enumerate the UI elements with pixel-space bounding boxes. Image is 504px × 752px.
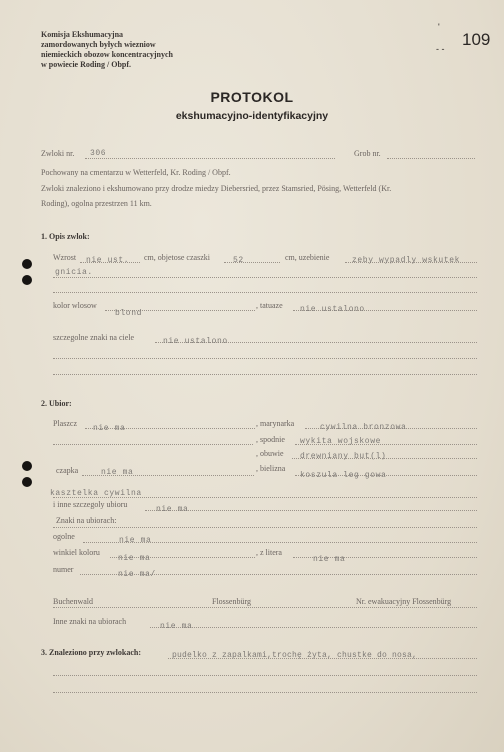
spodnie-label: , spodnie [256,435,285,444]
marynarka-label: , marynarka [256,419,295,428]
blank-line-2 [53,358,477,359]
section-3-heading: 3. Znaleziono przy zwlokach: [41,648,141,657]
document-subtitle: ekshumacyjno-identyfikacyjny [175,110,329,122]
inne-line [145,510,477,511]
commission-line-4: w powiecie Roding / Obpf. [41,60,132,69]
flossenburg-label: Flossenbürg [212,597,251,606]
zwloki-label: Zwloki nr. [41,149,75,158]
corner-tick-2: - - [436,44,445,54]
blank-line-3 [53,374,477,375]
numer-label: numer [53,565,74,574]
section-2-heading: 2. Ubior: [41,399,72,408]
punch-hole-4 [22,477,32,487]
czapka-value: nie ma [101,468,134,477]
found-location-text-2: Roding), ogolna przestrzen 11 km. [41,199,152,208]
tatuaze-value: nie ustalono [300,305,365,314]
inne-znaki-line [150,627,477,628]
winkiel-label: winkiel koloru [53,548,100,557]
ogolne-value: nie ma [119,536,152,545]
inne-label: i inne szczegoly ubioru [53,500,128,509]
z-litera-label: , z litera [256,548,282,557]
punch-hole-2 [22,275,32,285]
ogolne-label: ogolne [53,532,75,541]
zwloki-value: 306 [90,149,107,158]
punch-hole-3 [22,461,32,471]
commission-line-1: Komisja Ekshumacyjna [41,30,124,39]
bielizna-value: koszula leg gowa [300,471,387,480]
czaszka-value: 52 [233,256,244,265]
section-1-heading: 1. Opis zwlok: [41,232,90,241]
winkiel-value: nie ma [118,554,151,563]
plaszcz-value: nie ma [93,424,126,433]
wzrost-label: Wzrost [53,253,77,262]
obuwie-label: , obuwie [256,449,284,458]
kolor-label: kolor wlosow [53,301,97,310]
inne-znaki-label: Inne znaki na ubiorach [53,617,127,626]
uzebienie-value-2: gnicia. [55,268,93,277]
grob-line [387,158,475,159]
punch-hole-1 [22,259,32,269]
tatuaze-label: , tatuaze [256,301,283,310]
zwloki-line [85,158,335,159]
commission-line-2: zamordowanych byłych wiezniow [41,40,156,49]
spodnie-left-line [53,444,253,445]
obuwie-value: drewniany but(l) [300,452,387,461]
inne-znaki-value: nie ma [160,622,193,631]
commission-line-3: niemieckich obozow koncentracyjnych [41,50,173,59]
uzebienie-label: cm, uzebienie [285,253,330,262]
blank-line-6 [53,692,477,693]
found-items-value: pudelko z zapalkami,trochę żyta, chustke do nosa, [172,651,418,660]
found-location-text: Zwloki znaleziono i ekshumowano przy drodze miedzy Diebersried, przez Stamsried, Pösing, Wetterfeld (Kr. [41,184,392,193]
plaszcz-label: Plaszcz [53,419,77,428]
blank-line-4 [53,527,477,528]
blank-line-1 [53,292,477,293]
blank-line-5 [53,675,477,676]
numer-value: nie ma/ [118,570,156,579]
commission-name [41,30,173,70]
wzrost-value: nie ust. [86,256,130,265]
spodnie-value: wykita wojskowe [300,437,382,446]
marynarka-value: cywilna bronzowa [320,423,407,432]
z-litera-value: nie ma [313,555,346,564]
czaszka-label: cm, objetose czaszki [144,253,210,262]
page-number: 109 [462,30,491,49]
znaki-value: nie ustalono [163,337,228,346]
corner-tick-1: ' [438,22,440,32]
burial-place-text: Pochowany na cmentarzu w Wetterfeld, Kr. Roding / Obpf. [41,168,231,177]
uzebienie-line-2 [53,277,477,278]
buchenwald-label: Buchenwald [53,597,93,606]
znaki-label: szczegolne znaki na ciele [53,333,135,342]
kolor-value: blond [115,309,143,318]
czapka-label: czapka [56,466,79,475]
bielizna-label: , bielizna [256,464,286,473]
document-title: PROTOKOL [210,89,294,105]
ewakuacyjny-label: Nr. ewakuacyjny Flossenbürg [356,597,452,606]
grob-label: Grob nr. [354,149,381,158]
extra-clothing-value: kasztelka cywilna [50,489,142,498]
znaki-ubiorach-label: Znaki na ubiorach: [56,516,117,525]
numbers-line [53,607,477,608]
inne-value: nie ma [156,505,189,514]
extra-clothing-line [53,497,477,498]
uzebienie-value: zeby wypadly wskutek [352,256,461,265]
